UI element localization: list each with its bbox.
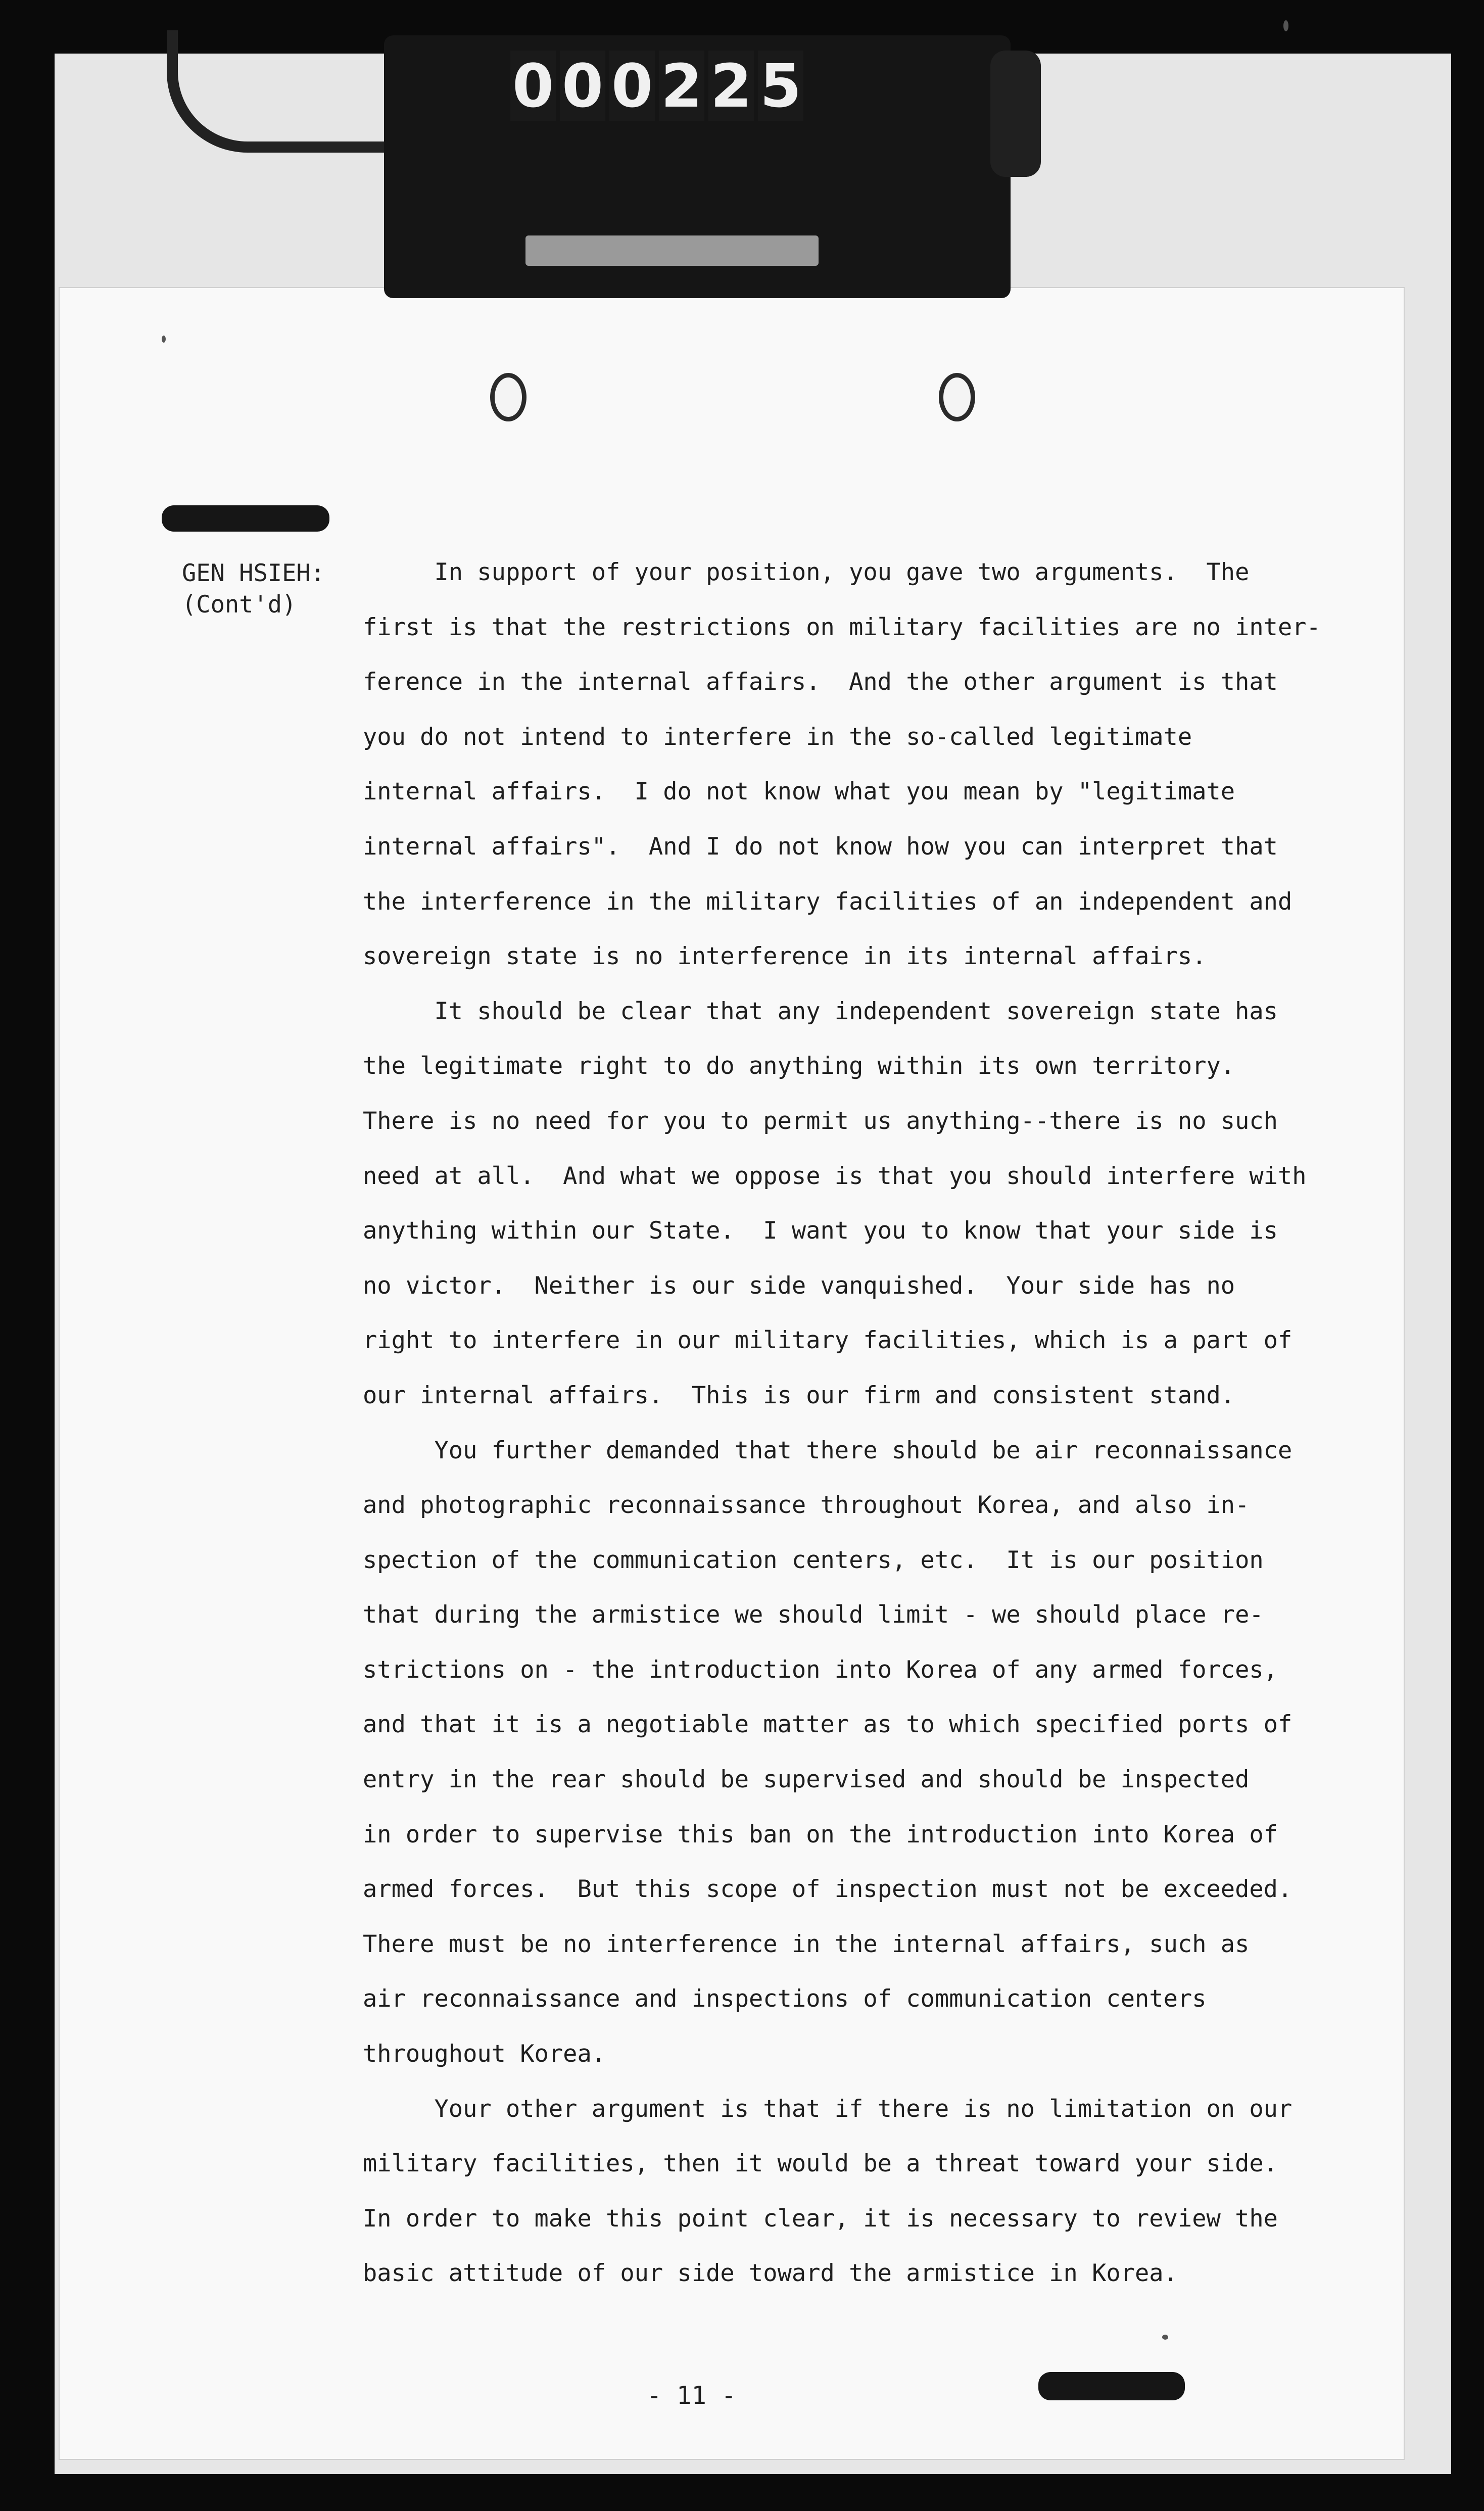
speaker-label: GEN HSIEH: (Cont'd) xyxy=(182,559,325,619)
counter-digit: 2 xyxy=(708,51,754,121)
redacted-classification-top xyxy=(162,505,329,532)
text-line: internal affairs". And I do not know how you can interpret that xyxy=(363,832,1278,861)
counter-digit: 2 xyxy=(659,51,704,121)
text-line: and photographic reconnaissance throughout Korea, and also in- xyxy=(363,1491,1250,1520)
text-line: strictions on - the introduction into Korea of any armed forces, xyxy=(363,1655,1278,1684)
text-line: you do not intend to interfere in the so-called legitimate xyxy=(363,723,1192,751)
text-line: first is that the restrictions on military facilities are no inter- xyxy=(363,613,1321,641)
counter-digit: 0 xyxy=(510,51,556,121)
punch-hole-right xyxy=(939,373,975,421)
redacted-classification-bottom xyxy=(1038,2372,1185,2400)
text-line: need at all. And what we oppose is that you should interfere with xyxy=(363,1162,1307,1190)
page-number: - 11 - xyxy=(647,2381,737,2410)
film-speck xyxy=(162,336,166,343)
text-line: ference in the internal affairs. And the other argument is that xyxy=(363,668,1278,696)
counter-digit: 5 xyxy=(758,51,803,121)
film-speck xyxy=(1162,2335,1168,2340)
text-line: that during the armistice we should limit - we should place re- xyxy=(363,1601,1264,1629)
film-speck xyxy=(1283,20,1288,31)
text-line: There must be no interference in the internal affairs, such as xyxy=(363,1930,1250,1958)
text-line: the interference in the military facilities of an independent and xyxy=(363,887,1292,916)
body-text xyxy=(363,557,1321,2313)
counter-nameplate xyxy=(525,235,819,266)
text-line: and that it is a negotiable matter as to which specified ports of xyxy=(363,1711,1292,1739)
text-line: throughout Korea. xyxy=(363,2040,606,2068)
text-line: anything within our State. I want you to know that your side is xyxy=(363,1217,1278,1245)
text-line: basic attitude of our side toward the armistice in Korea. xyxy=(363,2259,1178,2288)
text-line: There is no need for you to permit us anything--there is no such xyxy=(363,1107,1278,1135)
counter-digit: 0 xyxy=(560,51,605,121)
text-line: the legitimate right to do anything within its own territory. xyxy=(363,1052,1235,1080)
text-line: internal affairs. I do not know what you mean by "legitimate xyxy=(363,778,1235,806)
text-line: no victor. Neither is our side vanquished. Your side has no xyxy=(363,1271,1235,1300)
text-line: Your other argument is that if there is no limitation on our xyxy=(363,2095,1292,2123)
counter-knob xyxy=(990,51,1041,177)
text-line: You further demanded that there should be air reconnaissance xyxy=(363,1436,1292,1464)
text-line: entry in the rear should be supervised and should be inspected xyxy=(363,1766,1250,1794)
counter-digit: 0 xyxy=(609,51,655,121)
text-line: right to interfere in our military facilities, which is a part of xyxy=(363,1326,1292,1355)
text-line: armed forces. But this scope of inspection must not be exceeded. xyxy=(363,1875,1292,1904)
text-line: It should be clear that any independent sovereign state has xyxy=(363,997,1278,1025)
text-line: In order to make this point clear, it is necessary to review the xyxy=(363,2204,1278,2233)
text-line: spection of the communication centers, etc. It is our position xyxy=(363,1546,1264,1574)
text-line: our internal affairs. This is our firm and consistent stand. xyxy=(363,1381,1235,1409)
text-line: air reconnaissance and inspections of communication centers xyxy=(363,1985,1207,2013)
text-line: sovereign state is no interference in its internal affairs. xyxy=(363,942,1207,971)
text-line: in order to supervise this ban on the introduction into Korea of xyxy=(363,1820,1278,1849)
text-line: military facilities, then it would be a threat toward your side. xyxy=(363,2150,1278,2178)
frame-counter-digits xyxy=(510,51,803,121)
punch-hole-left xyxy=(490,373,526,421)
text-line: In support of your position, you gave two arguments. The xyxy=(363,558,1250,586)
